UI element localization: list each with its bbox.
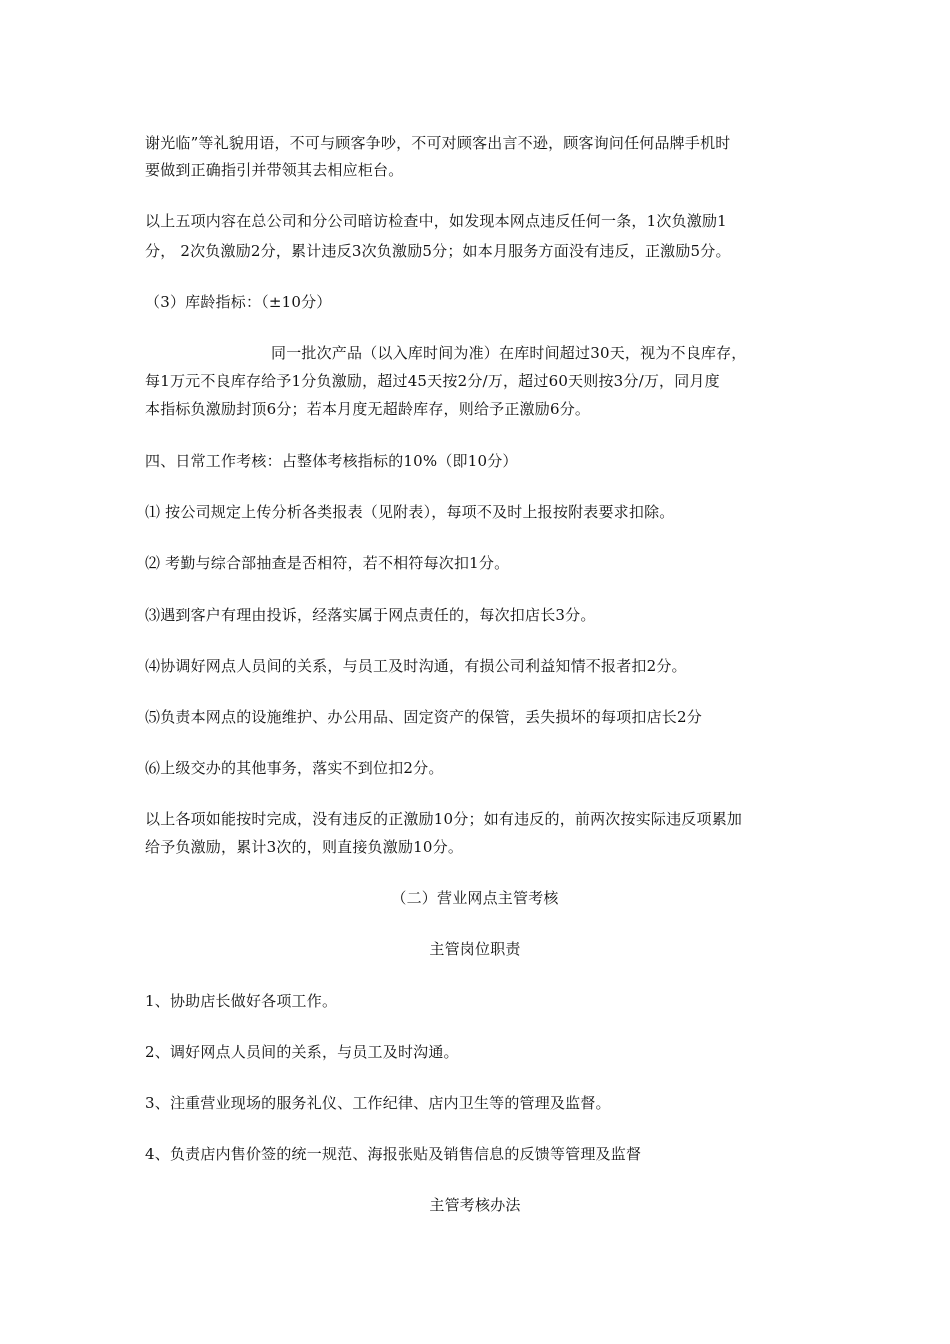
list-item: 3、注重营业现场的服务礼仪、工作纪律、店内卫生等的管理及监督。 — [145, 1094, 611, 1112]
list-item: 4、负责店内售价签的统一规范、海报张贴及销售信息的反馈等管理及监督 — [145, 1145, 642, 1163]
paragraph-line: 以上五项内容在总公司和分公司暗访检查中，如发现本网点违反任何一条，1次负激励1 — [145, 212, 727, 230]
list-item: ⑴ 按公司规定上传分析各类报表（见附表），每项不及时上报按附表要求扣除。 — [145, 503, 675, 521]
paragraph-line: 要做到正确指引并带领其去相应柜台。 — [145, 161, 404, 179]
section-heading: 四、日常工作考核：占整体考核指标的10%（即10分） — [145, 452, 518, 470]
section-heading: （3）库龄指标：（±10分） — [145, 293, 332, 311]
section-title: （二）营业网点主管考核 — [391, 889, 559, 907]
list-item: ⑷协调好网点人员间的关系，与员工及时沟通，有损公司利益知情不报者扣2分。 — [145, 657, 687, 675]
list-item: ⑸负责本网点的设施维护、办公用品、固定资产的保管，丢失损坏的每项扣店长2分 — [145, 708, 702, 726]
list-item: 2、调好网点人员间的关系，与员工及时沟通。 — [145, 1043, 459, 1061]
paragraph-line: 谢光临”等礼貌用语，不可与顾客争吵，不可对顾客出言不逊，顾客询问任何品牌手机时 — [145, 134, 731, 152]
subsection-title: 主管考核办法 — [429, 1196, 521, 1214]
paragraph-line: 分， 2次负激励2分，累计违反3次负激励5分；如本月服务方面没有违反，正激励5分。 — [145, 242, 731, 260]
list-item: ⑵ 考勤与综合部抽查是否相符，若不相符每次扣1分。 — [145, 554, 510, 572]
paragraph-line: 本指标负激励封顶6分；若本月度无超龄库存，则给予正激励6分。 — [145, 400, 591, 418]
list-item: ⑹上级交办的其他事务，落实不到位扣2分。 — [145, 759, 444, 777]
paragraph-line: 同一批次产品（以入库时间为准）在库时间超过30天，视为不良库存， — [271, 344, 747, 362]
paragraph-line: 以上各项如能按时完成，没有违反的正激励10分；如有违反的，前两次按实际违反项累加 — [145, 810, 743, 828]
paragraph-line: 每1万元不良库存给予1分负激励，超过45天按2分/万，超过60天则按3分/万，同月度 — [145, 372, 720, 390]
list-item: ⑶遇到客户有理由投诉，经落实属于网点责任的，每次扣店长3分。 — [145, 606, 596, 624]
subsection-title: 主管岗位职责 — [429, 940, 521, 958]
paragraph-line: 给予负激励，累计3次的，则直接负激励10分。 — [145, 838, 464, 856]
list-item: 1、协助店长做好各项工作。 — [145, 992, 338, 1010]
